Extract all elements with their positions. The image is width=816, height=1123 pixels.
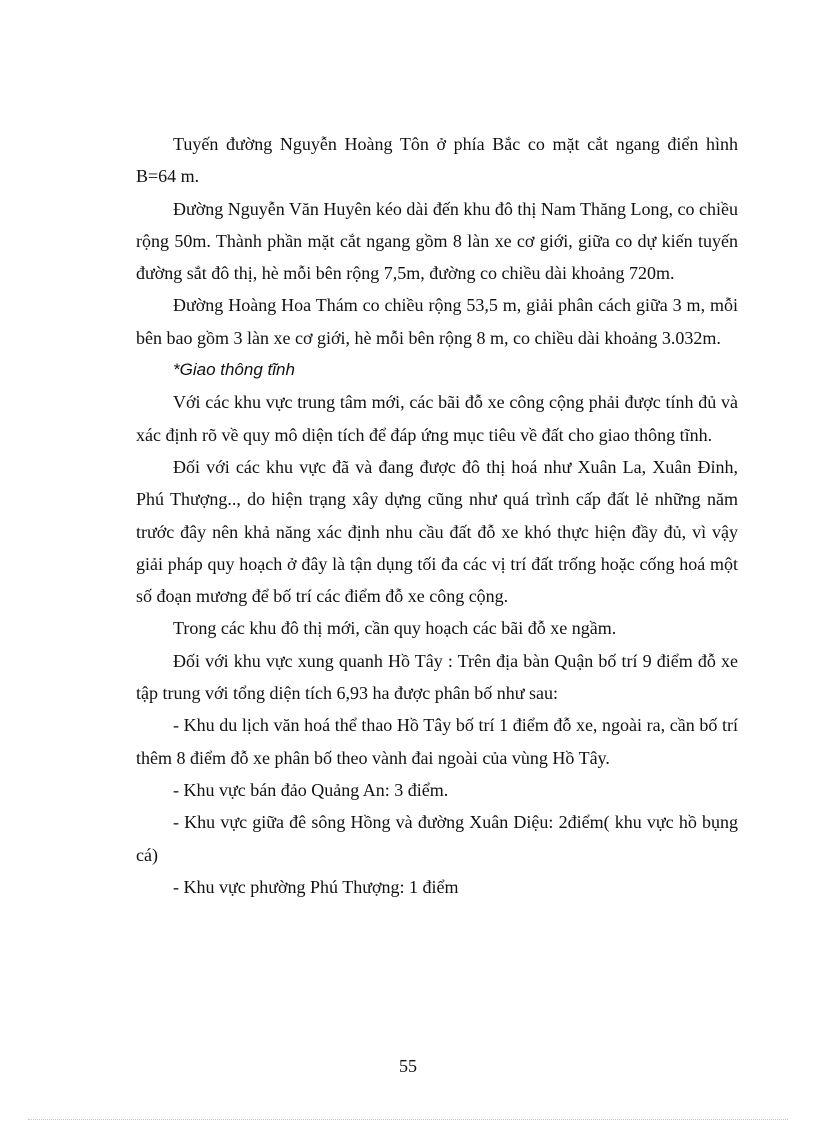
- paragraph: Đối với khu vực xung quanh Hồ Tây : Trên địa bàn Quận bố trí 9 điểm đỗ xe tập trung với tổng diện tích 6,93 ha được phân bố như sau:: [136, 650, 738, 704]
- paragraph: Đường Nguyễn Văn Huyên kéo dài đến khu đô thị Nam Thăng Long, co chiều rộng 50m. Thành phần mặt cắt ngang gồm 8 làn xe cơ giới, giữa co dự kiến tuyến đường sắt đô thị, hè mỗi bên rộng 7,5m, đường co chiều dài khoảng 720m.: [136, 198, 738, 284]
- paragraph: Trong các khu đô thị mới, cần quy hoạch các bãi đỗ xe ngầm.: [173, 618, 617, 639]
- list-item: - Khu vực giữa đê sông Hồng và đường Xuân Diệu: 2điểm( khu vực hồ bụng cá): [136, 812, 738, 865]
- paragraph: Đường Hoàng Hoa Thám co chiều rộng 53,5 m, giải phân cách giữa 3 m, mỗi bên bao gồm 3 làn xe cơ giới, hè mỗi bên rộng 8 m, co chiều dài khoảng 3.032m.: [136, 295, 738, 348]
- list-item: - Khu vực bán đảo Quảng An: 3 điểm.: [173, 779, 449, 800]
- list-item: - Khu du lịch văn hoá thể thao Hồ Tây bố trí 1 điểm đỗ xe, ngoài ra, cần bố trí thêm 8 điểm đỗ xe phân bố theo vành đai ngoài của vùng Hồ Tây.: [136, 715, 738, 768]
- section-heading: *Giao thông tĩnh: [173, 360, 295, 380]
- page-number: 55: [399, 1056, 417, 1076]
- list-item: - Khu vực phường Phú Thượng: 1 điểm: [173, 876, 459, 897]
- paragraph: Với các khu vực trung tâm mới, các bãi đỗ xe công cộng phải được tính đủ và xác định rõ về quy mô diện tích để đáp ứng mục tiêu về đất cho giao thông tĩnh.: [136, 392, 738, 445]
- paragraph: Tuyến đường Nguyễn Hoàng Tôn ở phía Bắc co mặt cắt ngang điển hình B=64 m.: [136, 134, 738, 187]
- document-body: [136, 128, 738, 903]
- page-bottom-divider: [28, 1119, 788, 1120]
- paragraph: Đối với các khu vực đã và đang được đô thị hoá như Xuân La, Xuân Đỉnh, Phú Thượng.., do hiện trạng xây dựng cũng như quá trình cấp đất lẻ những năm trước đây nên khả năng xác định nhu cầu đất đỗ xe khó thực hiện đầy đủ, vì vậy giải pháp quy hoạch ở đây là tận dụng tối đa các vị trí đất trống hoặc cống hoá một số đoạn mương để bố trí các điểm đỗ xe công cộng.: [136, 456, 738, 607]
